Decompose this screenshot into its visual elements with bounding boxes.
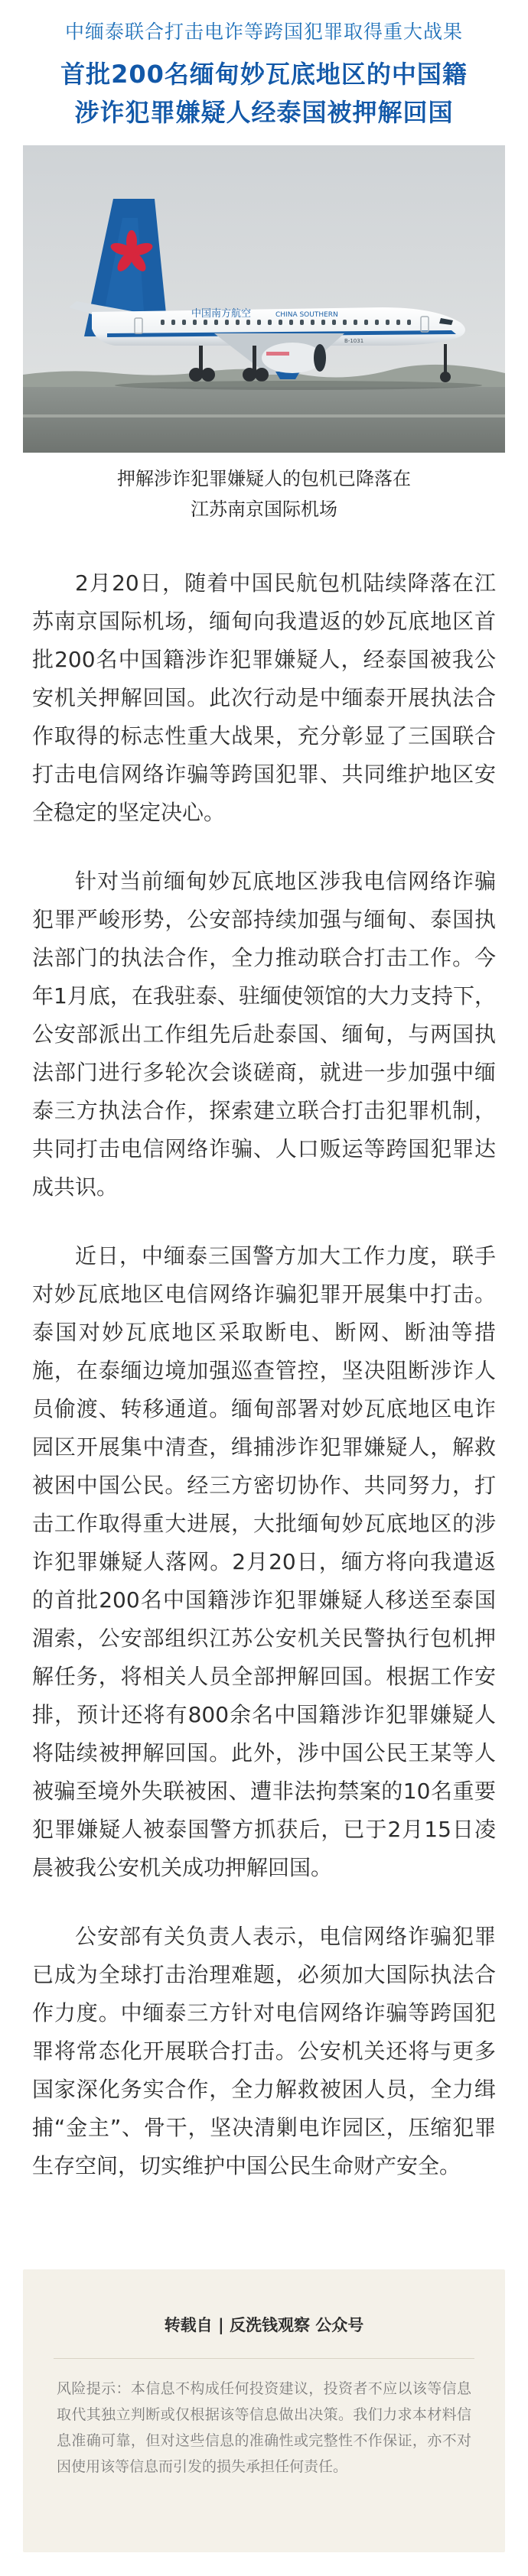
plane-registration: B-1031 [344, 338, 364, 344]
article-paragraph: 近日，中缅泰三国警方加大工作力度，联手对妙瓦底地区电信网络诈骗犯罪开展集中打击。泰国对妙瓦底地区采取断电、断网、断油等措施，在泰缅边境加强巡查管控，坚决阻断涉诈人员偷渡、转移通道。缅甸部署对妙瓦底地区电诈园区开展集中清查，缉捕涉诈犯罪嫌疑人，解救被困中国公民。经三方密切协作、共同努力，打击工作取得重大进展，大批缅甸妙瓦底地区的涉诈犯罪嫌疑人落网。2月20日，缅方将向我遣返的首批200名中国籍涉诈犯罪嫌疑人移送至泰国湄索，公安部组织江苏公安机关民警执行包机押解任务，将相关人员全部押解回国。根据工作安排，预计还将有800余名中国籍涉诈犯罪嫌疑人将陆续被押解回国。此外，涉中国公民王某等人被骗至境外失联被困、遭非法拘禁案的10名重要犯罪嫌疑人被泰国警方抓获后，已于2月15日凌晨被我公安机关成功押解回国。 [32, 1243, 496, 1880]
article-header [0, 0, 528, 132]
caption-line-1: 押解涉诈犯罪嫌疑人的包机已降落在 [117, 468, 411, 489]
footer-notice-box [23, 2269, 505, 2552]
article-paragraph: 2月20日，随着中国民航包机陆续降落在江苏南京国际机场，缅甸向我遣返的妙瓦底地区首批200名中国籍涉诈犯罪嫌疑人，经泰国被我公安机关押解回国。此次行动是中缅泰开展执法合作取得的标志性重大战果，充分彰显了三国联合打击电信网络诈骗等跨国犯罪、共同维护地区安全稳定的坚定决心。 [32, 570, 496, 825]
caption-line-2: 江苏南京国际机场 [191, 499, 337, 520]
plane-livery-en: CHINA SOUTHERN [275, 311, 338, 319]
footer-divider [54, 2358, 474, 2359]
risk-notice: 风险提示：本信息不构成任何投资建议，投资者不应以该等信息取代其独立判断或仅根据该等信息做出决策。我们力求本材料信息准确可靠，但对这些信息的准确性或完整性不作保证，亦不对因使用该等信息而引发的损失承担任何责任。 [57, 2380, 471, 2475]
airplane-photo [23, 145, 505, 453]
photo-caption [0, 463, 528, 525]
headline-line-2: 涉诈犯罪嫌疑人经泰国被押解回国 [74, 98, 454, 127]
article-body [32, 564, 496, 2185]
article-paragraph: 公安部有关负责人表示，电信网络诈骗犯罪已成为全球打击治理难题，必须加大国际执法合作力度。中缅泰三方针对电信网络诈骗等跨国犯罪将常态化开展联合打击。公安机关还将与更多国家深化务实合作，全力解救被困人员，全力缉捕“金主”、骨干，坚决清剿电诈园区，压缩犯罪生存空间，切实维护中国公民生命财产安全。 [32, 1924, 496, 2178]
kicker-title: 中缅泰联合打击电诈等跨国犯罪取得重大战果 [64, 21, 463, 43]
headline-line-1: 首批200名缅甸妙瓦底地区的中国籍 [60, 60, 468, 89]
headline [0, 55, 528, 132]
article-paragraph: 针对当前缅甸妙瓦底地区涉我电信网络诈骗犯罪严峻形势，公安部持续加强与缅甸、泰国执法部门的执法合作，全力推动联合打击工作。今年1月底，在我驻泰、驻缅使领馆的大力支持下，公安部派出工作组先后赴泰国、缅甸，与两国执法部门进行多轮次会谈磋商，就进一步加强中缅泰三方执法合作，探索建立联合打击犯罪机制，共同打击电信网络诈骗、人口贩运等跨国犯罪达成共识。 [32, 869, 496, 1200]
repost-source: 转载自 | 反洗钱观察 公众号 [164, 2316, 364, 2334]
plane-livery-cn: 中国南方航空 [191, 308, 252, 320]
